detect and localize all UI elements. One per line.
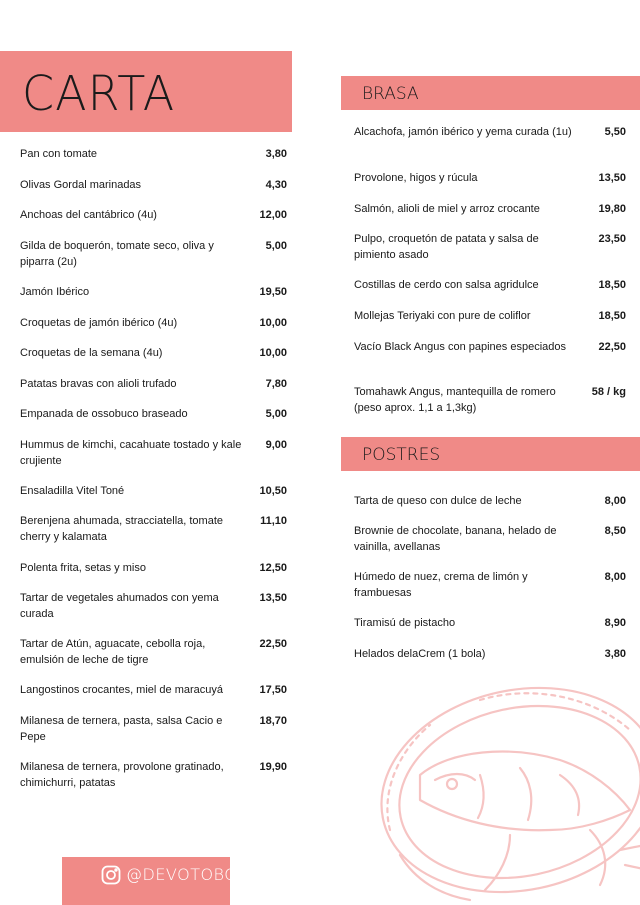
menu-item: [354, 231, 626, 263]
item-name: Jamón Ibérico: [20, 286, 90, 298]
item-price: 5,00: [265, 240, 287, 252]
menu-item: [20, 207, 287, 223]
item-name: Polenta frita, setas y miso: [20, 562, 146, 574]
item-name: Berenjena ahumada, stracciatella, tomate cherry y kalamata: [20, 515, 224, 543]
menu-item: [354, 523, 626, 555]
menu-item: [20, 682, 287, 698]
item-price: 7,80: [265, 378, 287, 390]
menu-item: [354, 493, 626, 509]
item-price: 10,00: [259, 317, 287, 329]
item-name: Anchoas del cantábrico (4u): [20, 209, 157, 221]
item-price: 22,50: [598, 341, 626, 353]
menu-item: [20, 284, 287, 300]
item-name: Brownie de chocolate, banana, helado de vainilla, avellanas: [354, 525, 557, 553]
item-name: Gilda de boquerón, tomate seco, oliva y piparra (2u): [20, 240, 214, 268]
item-price: 4,30: [265, 179, 287, 191]
item-price: 3,80: [604, 648, 626, 660]
item-name: Tiramisú de pistacho: [354, 617, 456, 629]
item-price: 3,80: [265, 148, 287, 160]
item-name: Empanada de ossobuco braseado: [20, 408, 188, 420]
item-price: 58 / kg: [591, 386, 626, 398]
instagram-handle[interactable]: @DEVOTOBCN: [126, 865, 249, 884]
item-name: Húmedo de nuez, crema de limón y frambuesas: [354, 571, 528, 599]
menu-item: [354, 170, 626, 186]
item-price: 12,50: [259, 562, 287, 574]
menu-item: [354, 569, 626, 601]
menu-item: [354, 308, 626, 324]
item-name: Langostinos crocantes, miel de maracuyá: [20, 684, 223, 696]
menu-item: [20, 513, 287, 545]
item-price: 18,50: [598, 310, 626, 322]
item-price: 13,50: [598, 172, 626, 184]
item-name: Vacío Black Angus con papines especiados: [354, 341, 566, 353]
item-name: Tarta de queso con dulce de leche: [354, 495, 522, 507]
menu-item: [20, 238, 287, 270]
menu-item: [354, 615, 626, 631]
item-name: Olivas Gordal marinadas: [20, 179, 142, 191]
postres-title: POSTRES: [362, 445, 441, 465]
menu-item: [20, 376, 287, 392]
item-price: 10,50: [259, 485, 287, 497]
item-name: Ensaladilla Vitel Toné: [20, 485, 125, 497]
menu-item: [354, 339, 626, 355]
item-name: Pan con tomate: [20, 148, 98, 160]
item-name: Tomahawk Angus, mantequilla de romero (peso aprox. 1,1 a 1,3kg): [354, 386, 556, 414]
item-price: 9,00: [265, 439, 287, 451]
fish-illustration: [360, 680, 640, 905]
item-price: 8,00: [604, 495, 626, 507]
item-price: 19,80: [598, 203, 626, 215]
item-price: 8,00: [604, 571, 626, 583]
menu-item: [20, 713, 287, 745]
menu-item: [20, 590, 287, 622]
carta-title: CARTA: [22, 64, 176, 122]
brasa-title: BRASA: [362, 84, 419, 104]
item-price: 19,50: [259, 286, 287, 298]
item-price: 12,00: [259, 209, 287, 221]
menu-item: [20, 345, 287, 361]
item-name: Tartar de Atún, aguacate, cebolla roja, emulsión de leche de tigre: [20, 638, 206, 666]
item-name: Pulpo, croquetón de patata y salsa de pimiento asado: [354, 233, 539, 261]
item-price: 18,70: [259, 715, 287, 727]
item-name: Alcachofa, jamón ibérico y yema curada (1u): [354, 126, 572, 138]
item-name: Helados delaCrem (1 bola): [354, 648, 486, 660]
menu-item: [354, 124, 626, 140]
item-name: Milanesa de ternera, pasta, salsa Cacio e Pepe: [20, 715, 223, 743]
item-name: Provolone, higos y rúcula: [354, 172, 478, 184]
item-price: 5,50: [604, 126, 626, 138]
menu-item: [20, 177, 287, 193]
item-price: 10,00: [259, 347, 287, 359]
item-name: Croquetas de la semana (4u): [20, 347, 163, 359]
menu-item: [354, 201, 626, 217]
item-price: 5,00: [265, 408, 287, 420]
menu-item: [354, 384, 626, 416]
item-name: Croquetas de jamón ibérico (4u): [20, 317, 178, 329]
item-price: 22,50: [259, 638, 287, 650]
menu-item: [20, 560, 287, 576]
item-name: Hummus de kimchi, cacahuate tostado y kale crujiente: [20, 439, 242, 467]
menu-item: [20, 759, 287, 791]
menu-item: [20, 483, 287, 499]
menu-item: [20, 406, 287, 422]
item-price: 8,90: [604, 617, 626, 629]
menu-item: [20, 146, 287, 162]
item-price: 18,50: [598, 279, 626, 291]
item-price: 23,50: [598, 233, 626, 245]
menu-item: [20, 315, 287, 331]
item-name: Milanesa de ternera, provolone gratinado, chimichurri, patatas: [20, 761, 224, 789]
item-name: Costillas de cerdo con salsa agridulce: [354, 279, 539, 291]
menu-item: [20, 437, 287, 469]
item-price: 8,50: [604, 525, 626, 537]
item-name: Patatas bravas con alioli trufado: [20, 378, 177, 390]
menu-item: [354, 646, 626, 662]
item-name: Tartar de vegetales ahumados con yema curada: [20, 592, 219, 620]
item-price: 13,50: [259, 592, 287, 604]
menu-item: [354, 277, 626, 293]
item-name: Mollejas Teriyaki con pure de coliflor: [354, 310, 531, 322]
instagram-icon: [101, 865, 121, 885]
menu-item: [20, 636, 287, 668]
item-price: 17,50: [259, 684, 287, 696]
item-price: 11,10: [260, 515, 287, 527]
item-name: Salmón, alioli de miel y arroz crocante: [354, 203, 540, 215]
item-price: 19,90: [259, 761, 287, 773]
